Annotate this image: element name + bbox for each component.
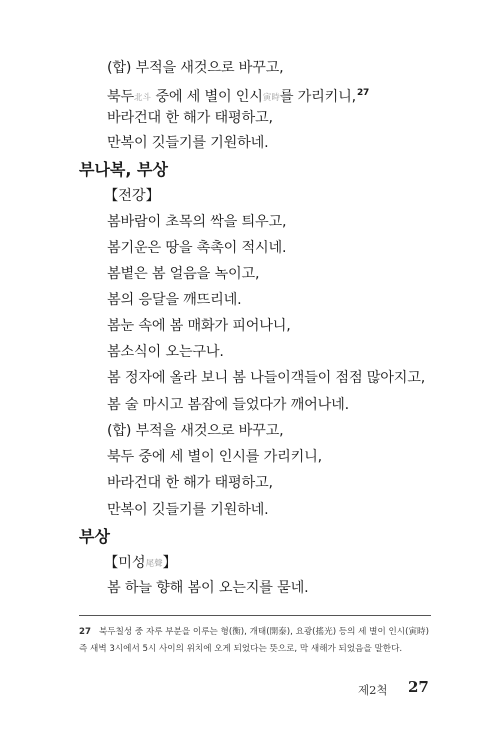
verse-line: 봄 정자에 올라 보니 봄 나들이객들이 점점 많아지고,: [107, 370, 426, 386]
verse-line: 봄 술 마시고 봄잠에 들었다가 깨어나네.: [107, 397, 349, 413]
footnote-divider: [79, 615, 431, 616]
tune-label-bracket: 】: [162, 555, 177, 571]
verse-line: 북두 중에 세 별이 인시를 가리키니,: [107, 449, 322, 465]
tune-label-text: 【미성: [104, 555, 146, 571]
hanja-gloss: 寅時: [262, 93, 280, 103]
page-number: 27: [408, 678, 429, 696]
footnote-line-1: [79, 624, 439, 641]
verse-line: (합) 부적을 새것으로 바꾸고,: [107, 60, 284, 76]
footnote-number: 27: [79, 627, 91, 637]
footnote: [79, 624, 439, 658]
verse-line: 봄의 응달을 깨뜨리네.: [107, 292, 242, 308]
verse-line: 바라건대 한 해가 태평하고,: [107, 475, 273, 491]
tune-label: 【전강】: [104, 188, 160, 204]
tune-label: [104, 553, 177, 574]
verse-line: 봄기운은 땅을 촉촉이 적시네.: [107, 240, 287, 256]
footnote-text: 북두칠성 중 자루 부분을 이루는 형(衡), 개태(開泰), 요광(搖光) 등의 세 별이 인시(寅時): [98, 627, 429, 637]
verse-line: 만복이 깃들기를 기원하네.: [107, 135, 269, 151]
verse-text: 북두: [107, 89, 135, 105]
verse-line: 봄눈 속에 봄 매화가 피어나니,: [107, 318, 291, 334]
section-heading: 부나복, 부상: [79, 160, 168, 179]
footnote-reference[interactable]: 27: [356, 88, 370, 98]
verse-line: 봄볕은 봄 얼음을 녹이고,: [107, 266, 260, 282]
hanja-gloss: 北斗: [134, 93, 152, 103]
verse-line: 바라건대 한 해가 태평하고,: [107, 110, 273, 126]
footnote-line-2: 즉 새벽 3시에서 5시 사이의 위치에 오게 되었다는 뜻으로, 막 새해가 되었음을 말한다.: [79, 644, 403, 654]
verse-text: 를 가리키니,: [279, 89, 356, 105]
verse-line: 봄 하늘 향해 봄이 오는지를 묻네.: [107, 580, 309, 596]
verse-line-bukdu: [107, 83, 369, 108]
verse-line: 봄소식이 오는구나.: [107, 344, 224, 360]
section-heading: 부상: [79, 527, 110, 546]
verse-line: 봄바람이 초목의 싹을 틔우고,: [107, 214, 287, 230]
verse-line: 만복이 깃들기를 기원하네.: [107, 502, 269, 518]
verse-text: 중에 세 별이 인시: [151, 89, 263, 105]
hanja-gloss: 尾聲: [145, 559, 163, 569]
verse-line: (합) 부적을 새것으로 바꾸고,: [107, 423, 284, 439]
running-footer-section: 제2척: [358, 683, 388, 697]
